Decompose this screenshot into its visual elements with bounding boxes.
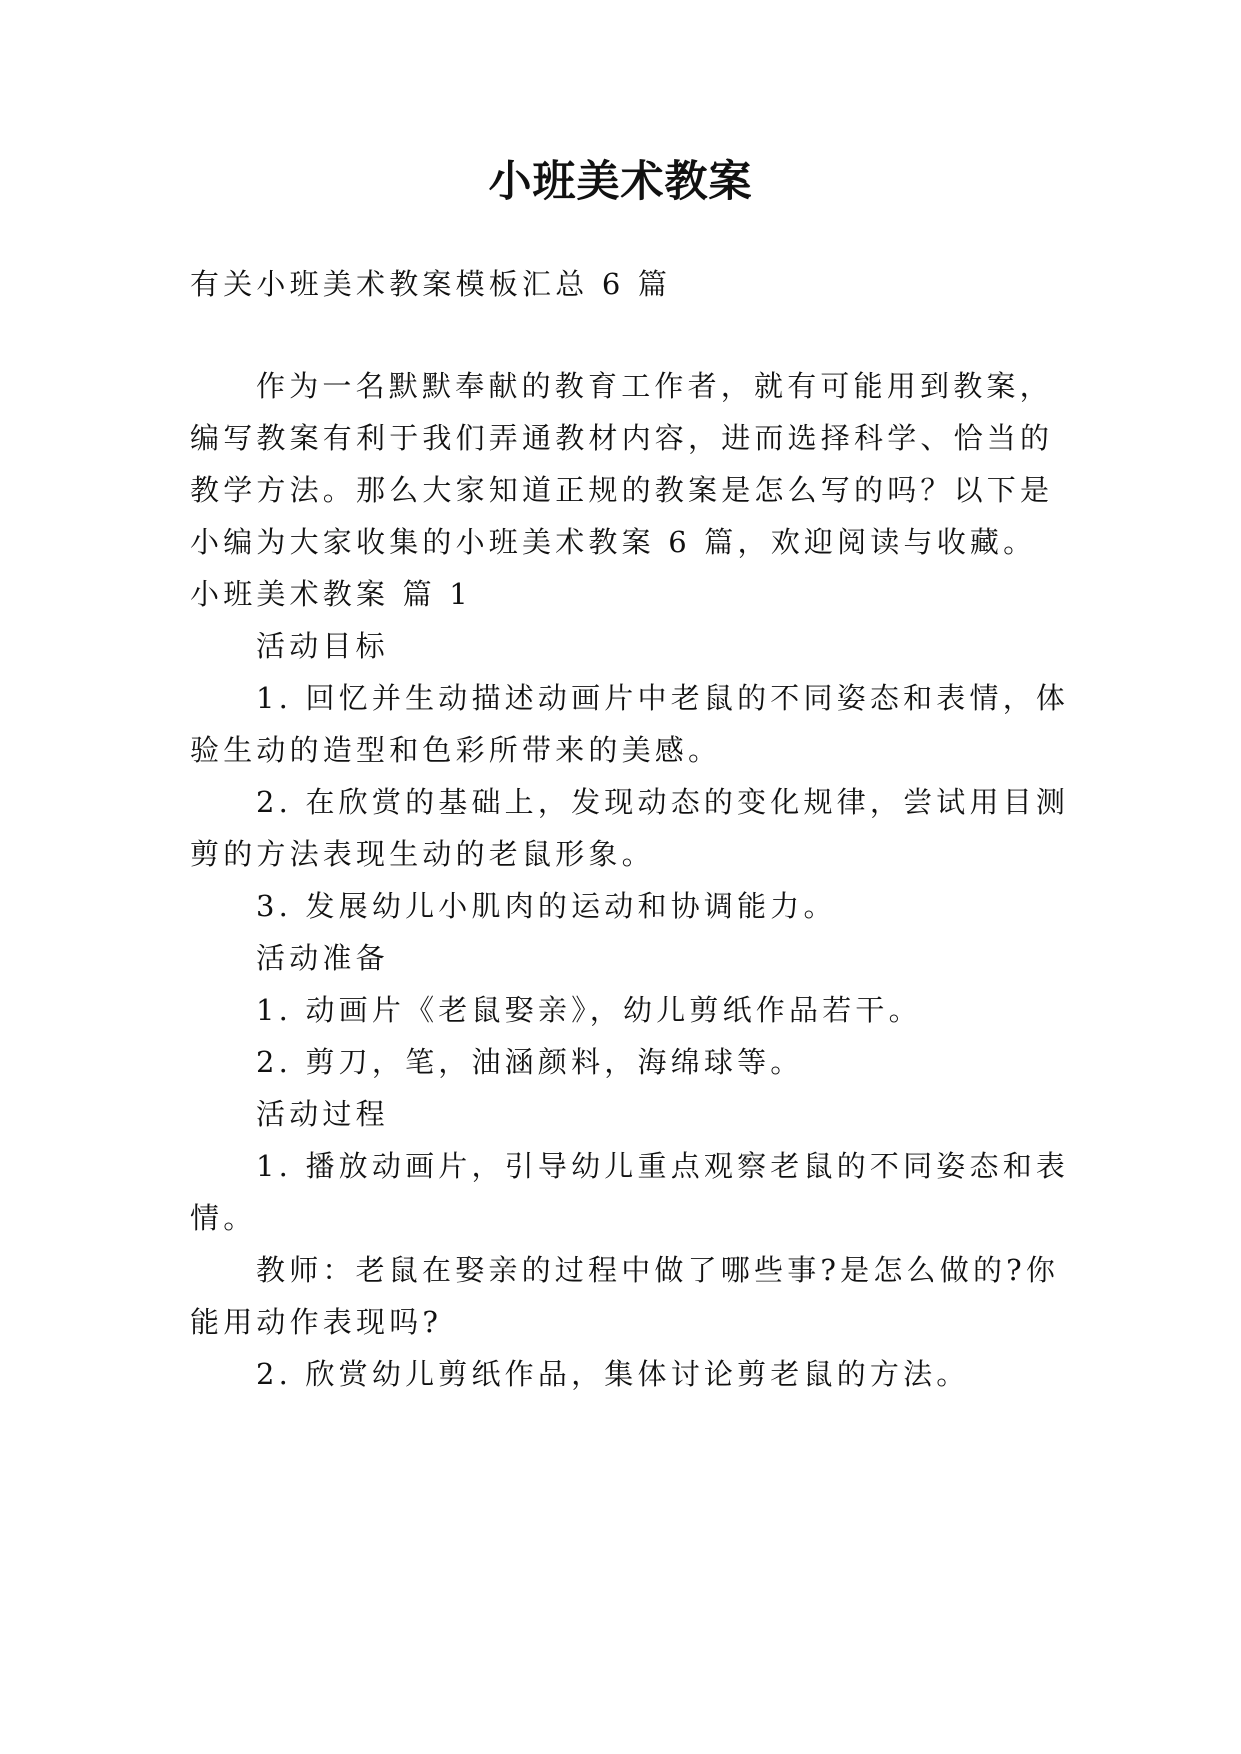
body-line: 1. 回忆并生动描述动画片中老鼠的不同姿态和表情，体: [256, 681, 1070, 715]
body-line: 2. 欣赏幼儿剪纸作品，集体讨论剪老鼠的方法。: [256, 1357, 970, 1391]
intro-line-4: 小编为大家收集的小班美术教案 6 篇，欢迎阅读与收藏。: [190, 525, 1037, 559]
body-line: 3. 发展幼儿小肌肉的运动和协调能力。: [256, 889, 837, 923]
heading-activity-prep: 活动准备: [256, 941, 389, 975]
heading-activity-goals: 活动目标: [256, 629, 389, 663]
document-subtitle: 有关小班美术教案模板汇总 6 篇: [190, 267, 672, 301]
intro-line-2: 编写教案有利于我们弄通教材内容，进而选择科学、恰当的: [190, 421, 1054, 455]
body-line: 1. 播放动画片，引导幼儿重点观察老鼠的不同姿态和表: [256, 1149, 1070, 1183]
body-line: 情。: [190, 1201, 257, 1235]
body-line: 2. 在欣赏的基础上，发现动态的变化规律，尝试用目测: [256, 785, 1070, 819]
body-line: 能用动作表现吗?: [190, 1305, 443, 1339]
body-line: 2. 剪刀，笔，油涵颜料，海绵球等。: [256, 1045, 804, 1079]
heading-activity-process: 活动过程: [256, 1097, 389, 1131]
body-line: 验生动的造型和色彩所带来的美感。: [190, 733, 722, 767]
body-line: 剪的方法表现生动的老鼠形象。: [190, 837, 655, 871]
section-heading: 小班美术教案 篇 1: [190, 577, 472, 611]
document-title: 小班美术教案: [488, 157, 753, 207]
intro-line-1: 作为一名默默奉献的教育工作者，就有可能用到教案，: [256, 369, 1053, 403]
body-line: 1. 动画片《老鼠娶亲》，幼儿剪纸作品若干。: [256, 993, 922, 1027]
body-line: 教师：老鼠在娶亲的过程中做了哪些事?是怎么做的?你: [256, 1253, 1060, 1287]
intro-line-3: 教学方法。那么大家知道正规的教案是怎么写的吗？以下是: [190, 473, 1054, 507]
